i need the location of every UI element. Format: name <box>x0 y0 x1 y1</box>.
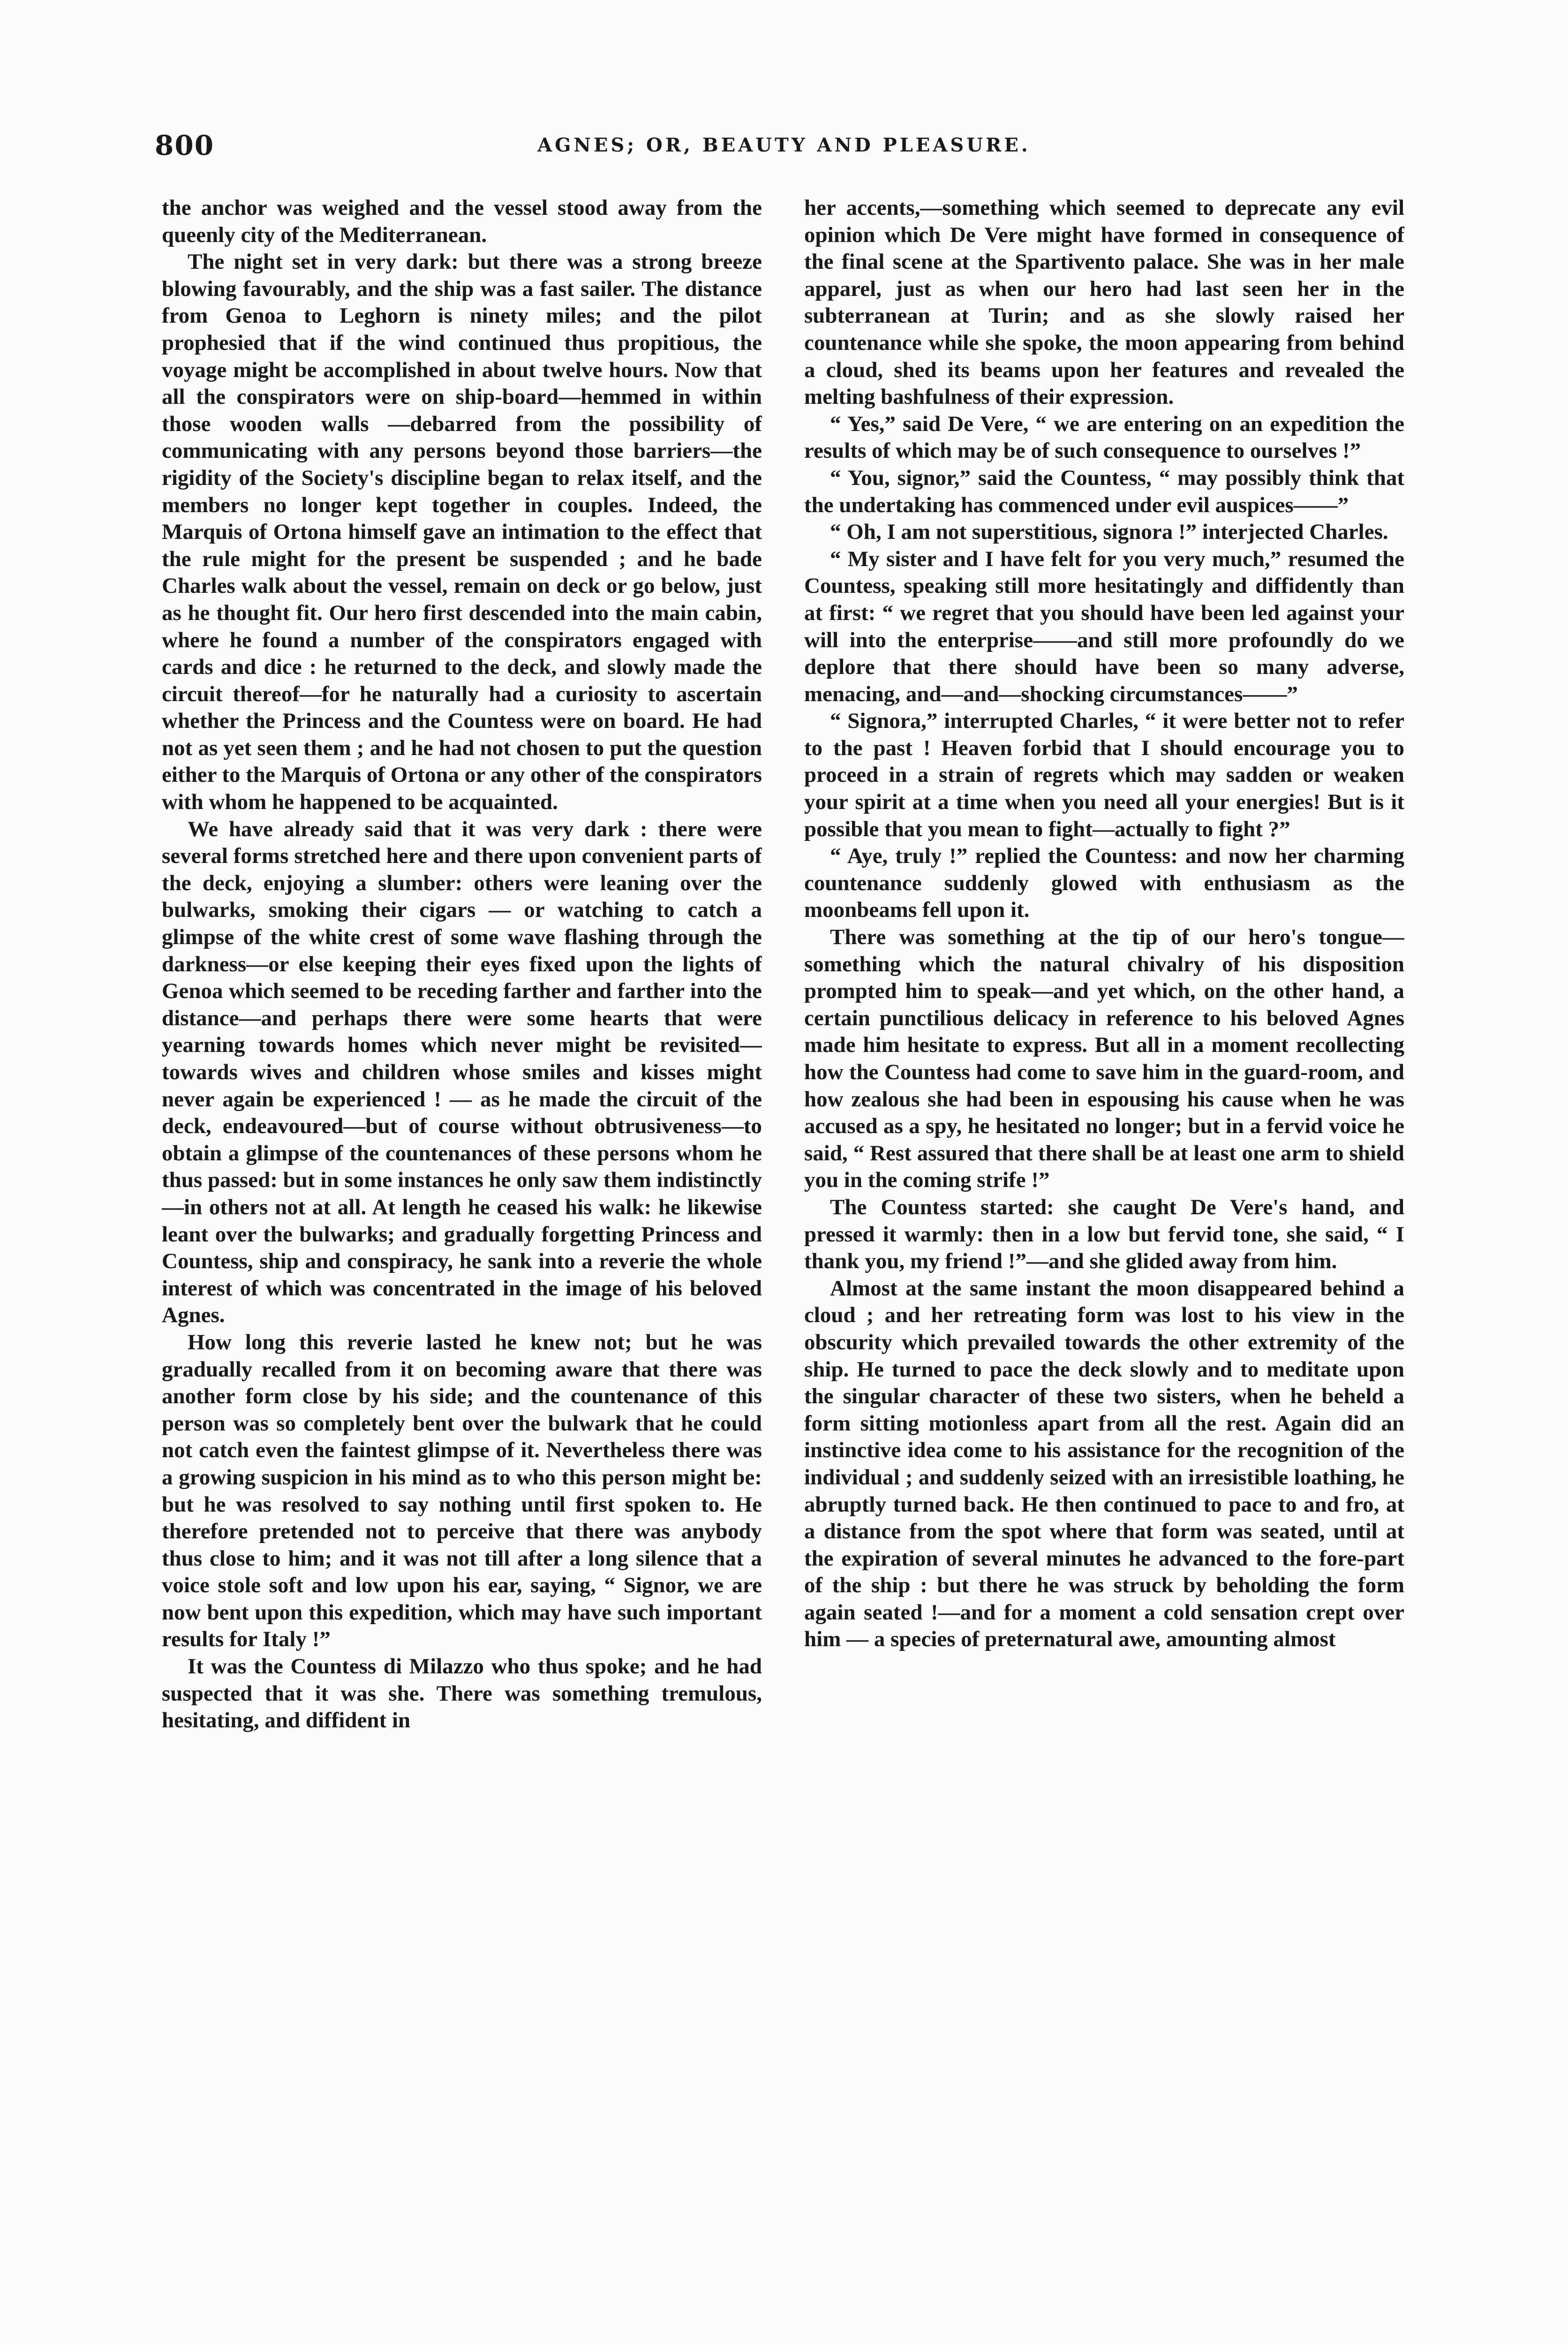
paragraph: How long this reverie lasted he knew not; but he was gradually recalled from it on becoming aware that there was another form close by his side; and the countenance of this person was so completely bent over the bulwark that he could not catch even the faintest glimpse of it. Nevertheless there was a growing suspicion in his mind as to who this person might be: but he was resolved to say nothing until first spoken to. He therefore pretended not to perceive that there was anybody thus close to him; and it was not till after a long silence that a voice stole soft and low upon his ear, saying, “ Signor, we are now bent upon this expedition, which may have such important results for Italy !” <box>162 1330 762 1652</box>
paragraph: We have already said that it was very dark : there were several forms stretched here and there upon convenient parts of the deck, enjoying a slumber: others were leaning over the bulwarks, smoking their cigars — or watching to catch a glimpse of the white crest of some wave flashing through the darkness—or else keeping their eyes fixed upon the lights of Genoa which seemed to be receding farther and farther into the distance—and perhaps there were some hearts that were yearning towards homes which never might be revisited—towards wives and children whose smiles and kisses might never again be experienced ! — as he made the circuit of the deck, endeavoured—but of course without obtrusiveness—to obtain a glimpse of the countenances of these persons whom he thus passed: but in some instances he only saw them indistinctly—in others not at all. At length he ceased his walk: he likewise leant over the bulwarks; and gradually forgetting Princess and Countess, ship and conspiracy, he sank into a reverie the whole interest of which was concentrated in the image of his beloved Agnes. <box>162 817 762 1328</box>
paragraph: Almost at the same instant the moon disappeared behind a cloud ; and her retreating form was lost to his view in the obscurity which prevailed towards the other extremity of the ship. He turned to pace the deck slowly and to meditate upon the singular character of these two sisters, when he beheld a form sitting motionless apart from all the rest. Again did an instinctive idea come to his assistance for the recognition of the individual ; and suddenly seized with an irresistible loathing, he abruptly turned back. He then continued to pace to and fro, at a distance from the spot where that form was seated, until at the expiration of several minutes he advanced to the fore-part of the ship : but there he was struck by beholding the form again seated !—and for a moment a cold sensation crept over him — a species of preternatural awe, amounting almost <box>804 1276 1404 1652</box>
page-header <box>155 127 1413 169</box>
paragraph: The Countess started: she caught De Vere's hand, and pressed it warmly: then in a low but fervid tone, she said, “ I thank you, my friend !”—and she glided away from him. <box>804 1195 1404 1274</box>
page-number: 800 <box>155 129 215 161</box>
paragraph: her accents,—something which seemed to deprecate any evil opinion which De Vere might have formed in consequence of the final scene at the Spartivento palace. She was in her male apparel, just as when our hero had last seen her in the subterranean at Turin; and as she slowly raised her countenance while she spoke, the moon appearing from behind a cloud, shed its beams upon her features and revealed the melting bashfulness of their expression. <box>804 196 1404 409</box>
right-column <box>804 195 1404 2324</box>
paragraph: “ Yes,” said De Vere, “ we are entering on an expedition the results of which may be of such consequence to ourselves !” <box>804 411 1404 463</box>
running-title: AGNES; OR, BEAUTY AND PLEASURE. <box>537 134 1031 156</box>
text-columns <box>162 195 1404 2324</box>
paragraph: It was the Countess di Milazzo who thus spoke; and he had suspected that it was she. There was something tremulous, hesitating, and diffident in <box>162 1654 762 1733</box>
paragraph: “ Signora,” interrupted Charles, “ it were better not to refer to the past ! Heaven forbid that I should encourage you to proceed in a strain of regrets which may sadden or weaken your spirit at a time when you need all your energies! But is it possible that you mean to fight—actually to fight ?” <box>804 709 1404 841</box>
paragraph: the anchor was weighed and the vessel stood away from the queenly city of the Mediterranean. <box>162 196 762 247</box>
paragraph: There was something at the tip of our hero's tongue—something which the natural chivalry of his disposition prompted him to speak—and yet which, on the other hand, a certain punctilious delicacy in reference to his beloved Agnes made him hesitate to express. But all in a moment recollecting how the Countess had come to save him in the guard-room, and how zealous she had been in espousing his cause when he was accused as a spy, he hesitated no longer; but in a fervid voice he said, “ Rest assured that there shall be at least one arm to shield you in the coming strife !” <box>804 925 1404 1193</box>
paragraph: “ My sister and I have felt for you very much,” resumed the Countess, speaking still more hesitatingly and diffidently than at first: “ we regret that you should have been led against your will into the enterprise——and still more profoundly do we deplore that there should have been so many adverse, menacing, and—and—shocking circumstances——” <box>804 546 1404 706</box>
left-column <box>162 195 762 2324</box>
paragraph: “ Oh, I am not superstitious, signora !” interjected Charles. <box>830 520 1388 545</box>
paragraph: The night set in very dark: but there was a strong breeze blowing favourably, and the ship was a fast sailer. The distance from Genoa to Leghorn is ninety miles; and the pilot prophesied that if the wind continued thus propitious, the voyage might be accomplished in about twelve hours. Now that all the conspirators were on ship-board—hemmed in within those wooden walls —debarred from the possibility of communicating with any persons beyond those barriers—the rigidity of the Society's discipline began to relax itself, and the members no longer kept together in couples. Indeed, the Marquis of Ortona himself gave an intimation to the effect that the rule might for the present be suspended ; and he bade Charles walk about the vessel, remain on deck or go below, just as he thought fit. Our hero first descended into the main cabin, where he found a number of the conspirators engaged with cards and dice : he returned to the deck, and slowly made the circuit thereof—for he naturally had a curiosity to ascertain whether the Princess and the Countess were on board. He had not as yet seen them ; and he had not chosen to put the question either to the Marquis of Ortona or any other of the conspirators with whom he happened to be acquainted. <box>162 250 762 815</box>
paragraph: “ You, signor,” said the Countess, “ may possibly think that the undertaking has commenced under evil auspices——” <box>804 465 1404 517</box>
paragraph: “ Aye, truly !” replied the Countess: and now her charming countenance suddenly glowed with enthusiasm as the moonbeams fell upon it. <box>804 844 1404 923</box>
